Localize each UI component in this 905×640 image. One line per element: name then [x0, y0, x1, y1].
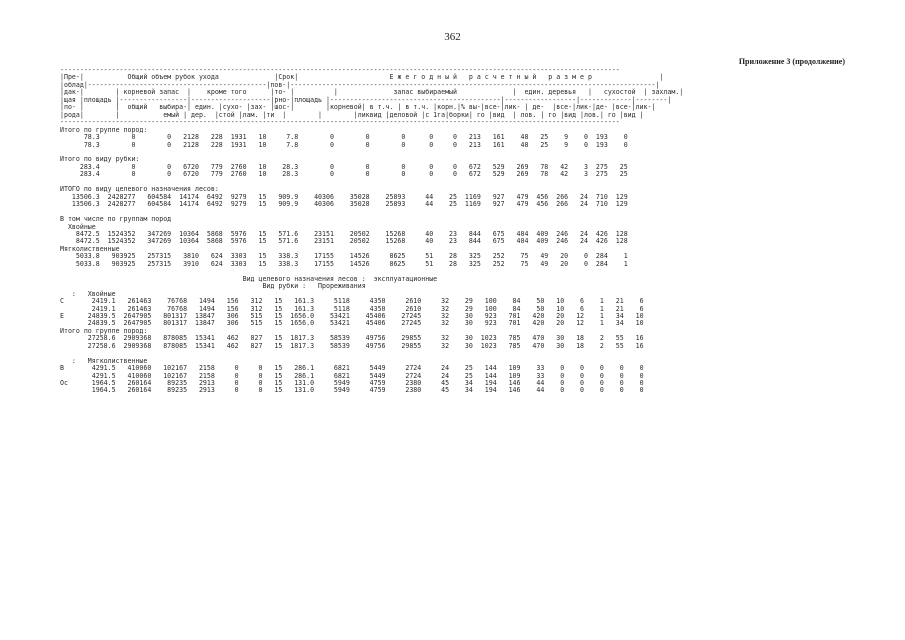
printout-line: 27258.6 2909368 878085 15341 462 827 15 1817.3 58539 49756 29855 32 30 1023 785 470 30 18 2 55 16: [60, 341, 644, 350]
printout-line: Ос 1964.5 260164 89235 2913 0 0 15 131.0 5949 4759 2380 45 34 194 146 44 0 0 0 0 0: [60, 379, 644, 388]
printout-line: ---------------------------------------------------------------------------------------------------------------------------------------------: [60, 66, 620, 74]
printout-line: 1964.5 260164 89235 2913 0 0 15 131.0 5949 4759 2380 45 34 194 146 44 0 0 0 0 0: [60, 386, 644, 395]
printout-line: Вид рубки : Прореживания: [60, 282, 366, 291]
printout-line: 27258.6 2909368 878085 15341 462 827 15 1817.3 58539 49756 29855 32 30 1023 785 470 30 18 2 55 16: [60, 334, 644, 343]
printout-line: [60, 350, 683, 357]
printout-line: В том числе по группам пород: [60, 215, 172, 224]
printout-line: |дак-| | корневой запас | кроме того |то- | | запас выбираемый | един. деревья | сухостой | захлам.|: [60, 88, 684, 97]
printout-line: 13506.3 2428277 604584 14174 6492 9279 15 909.9 40306 35028 25893 44 25 1169 927 479 456 266 24 710 129: [60, 200, 628, 209]
printout-line: 8472.5 1524352 347269 10364 5868 5976 15 571.6 23151 20502 15268 40 23 844 675 404 409 246 24 426 128: [60, 237, 628, 246]
appendix-caption: Приложение 3 (продолжение): [738, 57, 845, 66]
printout-line: В 4291.5 410060 102167 2158 0 0 15 286.1 6821 5449 2724 24 25 144 109 33 0 0 0 0 0: [60, 364, 644, 373]
printout-line: |щая |площадь |-----------------|--------------------|рно-|площадь |-------------------------------------------|------------------|-------------|--------|: [60, 95, 672, 104]
printout-line: 24839.5 2647905 801317 13847 306 515 15 1656.0 53421 45406 27245 32 30 923 701 420 20 12 1 34 10: [60, 319, 644, 328]
printout-line: : Мягколиственные: [60, 356, 148, 365]
printout-line: [60, 149, 683, 156]
printout-line: 5033.8 903925 257315 3810 624 3303 15 338.3 17155 14526 8625 51 28 325 252 75 49 20 0 284 1: [60, 252, 628, 261]
printout-line: Итого по виду рубки:: [60, 155, 140, 164]
printout-line: 2419.1 261463 76768 1494 156 312 15 161.3 5118 4350 2610 32 29 100 84 50 10 6 1 21 6: [60, 304, 644, 313]
printout-line: Итого по группе пород:: [60, 326, 148, 335]
printout-line: 13506.3 2428277 604584 14174 6492 9279 15 909.9 40306 35028 25893 44 25 1169 927 479 456 266 24 710 129: [60, 192, 628, 201]
printout-line: ИТОГО по виду целевого назначения лесов:: [60, 185, 219, 194]
printout-line: |Пре-| Общий объем рубок ухода |Срок| Е ж е г о д н ы й р а с ч е т н ы й р а з м е р |: [60, 73, 664, 82]
printout-line: |облад|---------------------------------------------|пов-|--------------------------------------------------------------------------------------------|: [60, 80, 660, 89]
printout-line: 5033.8 903925 257315 3910 624 3303 15 338.3 17155 14526 8625 51 28 325 252 75 49 20 0 284 1: [60, 259, 628, 268]
printout-line: : Хвойные: [60, 289, 116, 298]
printout-line: Вид целевого назначения лесов : эксплуатационные: [60, 274, 438, 283]
printout-line: |по- | | общий выбира-| един. |сухо- |зах- |шос-| |корневой| в т.ч. | в т.ч. |корн.|% вы-|все-|лик- | де- |все-|лик-|де- |все-|лик-|: [60, 103, 656, 112]
printout-line: С 2419.1 261463 76768 1494 156 312 15 161.3 5118 4350 2610 32 29 100 84 50 10 6 1 21 6: [60, 297, 644, 306]
printout-line: |рода| | емый | дер. |стой |лам. |ти | | |ликвид |деловой |с 1га|борки| го |вид | лов. | го |вид |лов.| го |вид |: [60, 110, 644, 119]
page-number: 362: [444, 31, 461, 43]
printout-line: Е 24839.5 2647905 801317 13847 306 515 15 1656.0 53421 45406 27245 32 30 923 701 420 20 12 1 34 10: [60, 311, 644, 320]
printout-line: 4291.5 410060 102167 2158 0 0 15 286.1 6821 5449 2724 24 25 144 109 33 0 0 0 0 0: [60, 371, 644, 380]
printout-line: 78.3 0 0 2128 228 1931 10 7.8 0 0 0 0 0 213 161 48 25 9 0 193 0: [60, 133, 628, 142]
printout-line: 283.4 0 0 6720 779 2760 10 28.3 0 0 0 0 0 672 529 269 78 42 3 275 25: [60, 170, 628, 179]
printout-line: Итого по группе пород:: [60, 125, 148, 134]
printout-line: ---------------------------------------------------------------------------------------------------------------------------------------------: [60, 118, 620, 127]
printout-line: Хвойные: [60, 222, 96, 231]
printout-line: 8472.5 1524352 347269 10364 5868 5976 15 571.6 23151 20502 15268 40 23 844 675 404 409 246 24 426 128: [60, 229, 628, 238]
printout-line: Мягколиственные: [60, 244, 120, 253]
printout-line: 283.4 0 0 6720 779 2760 10 28.3 0 0 0 0 0 672 529 269 78 42 3 275 25: [60, 162, 628, 171]
printout-line: 78.3 0 0 2128 228 1931 10 7.8 0 0 0 0 0 213 161 48 25 9 0 193 0: [60, 140, 628, 149]
tabular-printout: [60, 67, 683, 395]
